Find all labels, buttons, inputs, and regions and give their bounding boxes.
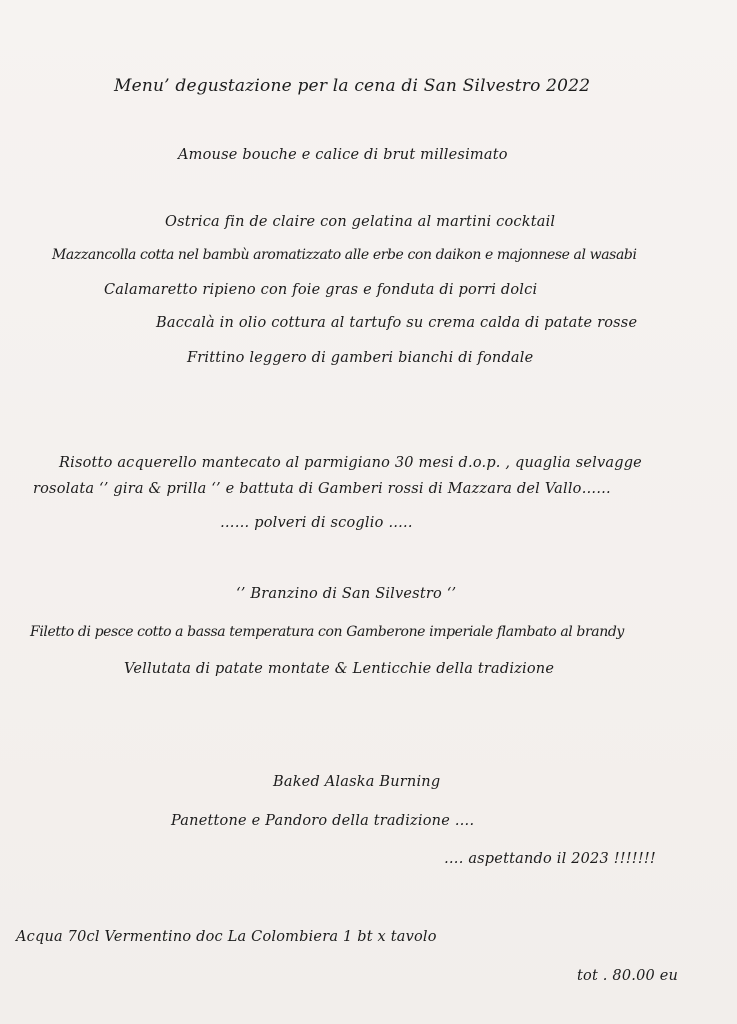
risotto-line-1: Risotto acquerello mantecato al parmigiano 30 mesi d.o.p. , quaglia selvagge	[59, 455, 642, 471]
risotto-line-3: …… polveri di scoglio …..	[220, 515, 413, 531]
starter-5: Frittino leggero di gamberi bianchi di fondale	[187, 350, 534, 366]
dessert-line-1: Baked Alaska Burning	[273, 774, 441, 790]
menu-title: Menu’ degustazione per la cena di San Silvestro 2022	[114, 76, 591, 96]
risotto-line-2: rosolata ‘’ gira & prilla ‘’ e battuta di Gamberi rossi di Mazzara del Vallo……	[33, 481, 612, 497]
drinks-line: Acqua 70cl Vermentino doc La Colombiera 1 bt x tavolo	[16, 929, 437, 945]
closing-line: …. aspettando il 2023 !!!!!!!	[444, 851, 656, 867]
total-price: tot . 80.00 eu	[577, 968, 679, 984]
starter-3: Calamaretto ripieno con foie gras e fonduta di porri dolci	[104, 282, 538, 298]
starter-1: Ostrica fin de claire con gelatina al martini cocktail	[165, 214, 556, 230]
main-course-line-2: Vellutata di patate montate & Lenticchie della tradizione	[124, 661, 555, 677]
main-course-line-1: Filetto di pesce cotto a bassa temperatura con Gamberone imperiale flambato al brandy	[30, 624, 624, 640]
dessert-line-2: Panettone e Pandoro della tradizione ….	[171, 813, 475, 829]
starter-2: Mazzancolla cotta nel bambù aromatizzato alle erbe con daikon e majonnese al wasabi	[52, 247, 637, 263]
starter-4: Baccalà in olio cottura al tartufo su crema calda di patate rosse	[156, 315, 638, 331]
welcome-line: Amouse bouche e calice di brut millesimato	[178, 147, 508, 163]
main-course-title: ‘’ Branzino di San Silvestro ‘’	[236, 586, 457, 602]
